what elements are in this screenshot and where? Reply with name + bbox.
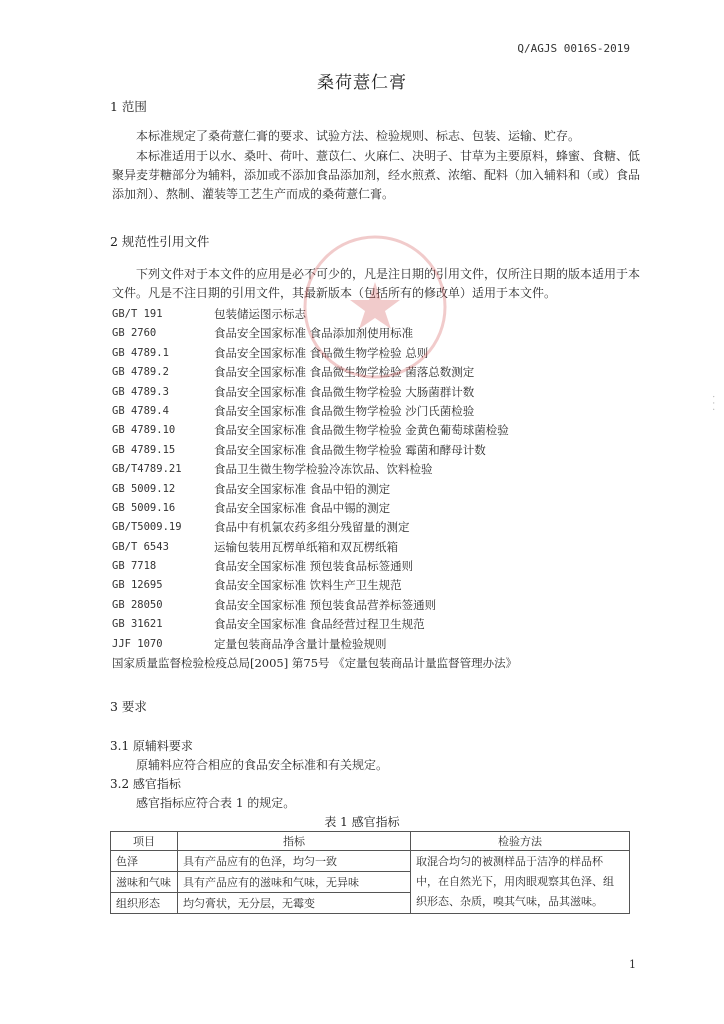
section-2-heading: 2 规范性引用文件: [110, 234, 210, 249]
reference-title: 食品中有机氯农药多组分残留量的测定: [214, 520, 410, 535]
section-3-heading: 3 要求: [110, 699, 147, 714]
table-header-row: [111, 832, 630, 851]
reference-code: GB 4789.1: [112, 346, 169, 359]
reference-code: GB/T 191: [112, 308, 163, 320]
section-3-1-text: 原辅料应符合相应的食品安全标准和有关规定。: [136, 758, 389, 772]
reference-code: GB 28050: [112, 598, 163, 611]
reference-item: [112, 596, 632, 615]
reference-code: GB 31621: [112, 618, 163, 631]
reference-item-regulation: 国家质量监督检验检疫总局[2005] 第75号 《定量包装商品计量监督管理办法》: [112, 656, 518, 671]
reference-title: 食品安全国家标准 预包装食品营养标签通则: [214, 597, 437, 612]
table-header-spec: 指标: [178, 832, 411, 851]
reference-title: 食品安全国家标准 食品微生物学检验 总则: [214, 345, 429, 360]
section-3-1-heading: 3.1 原辅料要求: [110, 739, 193, 753]
reference-code: GB 12695: [112, 579, 163, 592]
reference-title: 食品安全国家标准 食品添加剂使用标准: [214, 326, 414, 341]
reference-title: 食品安全国家标准 食品微生物学检验 菌落总数测定: [214, 365, 475, 380]
table-1-caption: 表 1 感官指标: [324, 815, 400, 829]
reference-code: GB/T4789.21: [112, 463, 182, 476]
reference-code: GB 7718: [112, 560, 157, 573]
table-cell-spec: 具有产品应有的滋味和气味，无异味: [178, 872, 411, 893]
reference-item: [112, 402, 632, 421]
table-header-item: 项目: [111, 832, 178, 851]
reference-code: GB 5009.12: [112, 482, 176, 495]
reference-title: 食品安全国家标准 食品微生物学检验 沙门氏菌检验: [214, 403, 475, 418]
reference-code: GB 4789.10: [112, 424, 176, 437]
reference-item: [112, 499, 632, 518]
section-2-paragraph: 下列文件对于本文件的应用是必不可少的，凡是注日期的引用文件，仅所注日期的版本适用于本文件。凡是不注日期的引用文件，其最新版本（包括所有的修改单）适用于本文件。: [112, 267, 641, 300]
document-code: Q/AGJS 0016S-2019: [517, 42, 630, 55]
reference-title: 食品安全国家标准 食品微生物学检验 金黄色葡萄球菌检验: [214, 423, 509, 438]
reference-title: 食品安全国家标准 食品微生物学检验 大肠菌群计数: [214, 384, 475, 399]
reference-item: [112, 615, 632, 634]
reference-code: GB 2760: [112, 327, 157, 340]
reference-title: 包装储运图示标志: [214, 307, 306, 321]
reference-item: [112, 441, 632, 460]
table-header-method: 检验方法: [411, 832, 630, 851]
section-3-2-heading: 3.2 感官指标: [110, 777, 181, 791]
table-cell-item: 滋味和气味: [111, 872, 178, 893]
section-1-paragraph-2: 本标准适用于以水、桑叶、荷叶、薏苡仁、火麻仁、决明子、甘草为主要原料，蜂蜜、食糖、低聚异麦芽糖部分为辅料，添加或不添加食品添加剂，经水煎煮、浓缩、配料（加入辅料和（或）食品添加剂）、熬制、灌装等工艺生产而成的桑荷薏仁膏。: [112, 149, 641, 201]
reference-title: 食品安全国家标准 食品中铅的测定: [214, 481, 391, 496]
page-number: 1: [629, 958, 636, 971]
reference-item: [112, 557, 632, 576]
table-cell-item: 组织形态: [111, 893, 178, 914]
reference-item: [112, 635, 632, 654]
reference-code: GB 4789.4: [112, 404, 169, 417]
reference-title: 定量包装商品净含量计量检验规则: [214, 636, 387, 651]
reference-item: [112, 383, 632, 402]
reference-code: GB 4789.3: [112, 385, 169, 398]
reference-item: [112, 480, 632, 499]
reference-title: 运输包装用瓦楞单纸箱和双瓦楞纸箱: [214, 539, 398, 554]
reference-item: [112, 538, 632, 557]
table-cell-spec: 具有产品应有的色泽，均匀一致: [178, 851, 411, 872]
reference-item: [112, 576, 632, 595]
reference-title: 食品安全国家标准 预包装食品标签通则: [214, 559, 414, 574]
seal-star-icon: [350, 282, 400, 329]
table-row: [111, 851, 630, 872]
reference-title: 食品安全国家标准 食品经营过程卫生规范: [214, 617, 425, 632]
reference-code: JJF 1070: [112, 637, 163, 650]
reference-code: GB/T5009.19: [112, 521, 182, 534]
company-seal-stamp: [300, 232, 450, 382]
reference-item: [112, 518, 632, 537]
table-cell-item: 色泽: [111, 851, 178, 872]
reference-title: 食品安全国家标准 食品微生物学检验 霉菌和酵母计数: [214, 442, 486, 457]
reference-title: 食品安全国家标准 食品中锡的测定: [214, 500, 391, 515]
reference-title: 食品卫生微生物学检验冷冻饮品、饮料检验: [214, 462, 433, 477]
reference-item: [112, 421, 632, 440]
table-cell-method: 取混合均匀的被测样品于洁净的样品杯中，在自然光下，用肉眼观察其色泽、组织形态、杂质，嗅其气味，品其滋味。: [411, 851, 630, 914]
reference-code: GB 5009.16: [112, 501, 176, 514]
section-1-paragraph-1: 本标准规定了桑荷薏仁膏的要求、试验方法、检验规则、标志、包装、运输、贮存。: [136, 129, 581, 143]
reference-code: GB 4789.2: [112, 366, 169, 379]
sensory-table: [110, 831, 630, 914]
reference-code: GB 4789.15: [112, 443, 176, 456]
reference-item: [112, 460, 632, 479]
document-title: 桑荷薏仁膏: [317, 73, 407, 93]
reference-code: GB/T 6543: [112, 540, 169, 553]
section-3-2-text: 感官指标应符合表 1 的规定。: [136, 796, 296, 810]
edge-scan-mark: · · ·: [707, 395, 718, 411]
table-cell-spec: 均匀膏状，无分层，无霉变: [178, 893, 411, 914]
reference-title: 食品安全国家标准 饮料生产卫生规范: [214, 578, 402, 593]
section-1-heading: 1 范围: [110, 99, 147, 114]
